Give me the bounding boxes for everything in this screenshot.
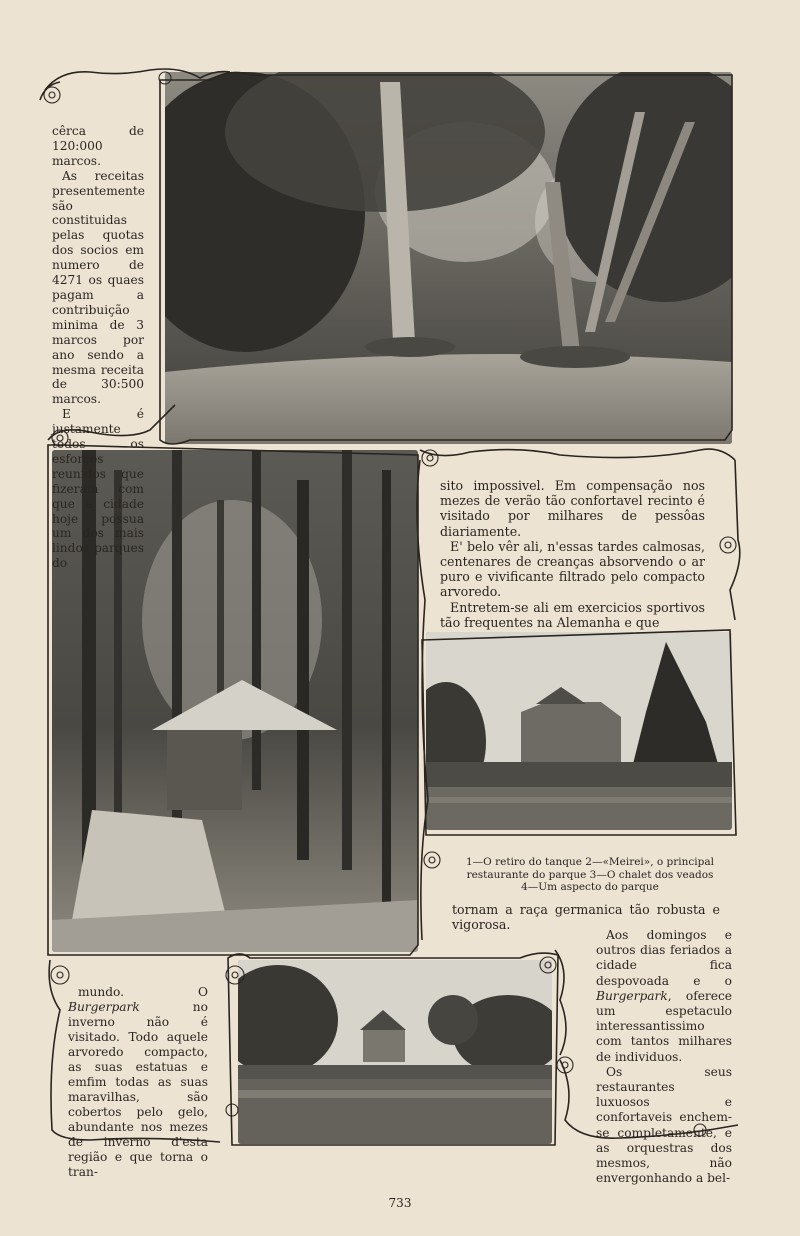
photo-park-path [165, 72, 732, 444]
text-column-right-middle [440, 478, 705, 630]
paragraph [596, 928, 732, 1065]
caption-line: 1—O retiro do tanque 2—«Meirei», o principal [466, 856, 714, 868]
text-run: no inverno não é visitado. Todo aquele arvoredo compacto, as suas estatuas e emfim todas as suas maravilhas, são cobertos pelo gelo, abundante nos mezes de inverno d'esta região e que torna o tran- [68, 1000, 208, 1179]
paragraph: E é justamente todos os esforços reunidos que fizeram com que a cidade hoje possua um dos mais lindos parques do [52, 407, 144, 571]
park-name: Burgerpark [596, 988, 668, 1003]
paragraph: cêrca de 120:000 marcos. [52, 124, 144, 168]
paragraph: tornam a raça germanica tão robusta e vigorosa. [452, 902, 720, 933]
paragraph: E' belo vêr ali, n'essas tardes calmosas, centenares de creanças absorvendo o ar puro e vivificante filtrado pelo compacto arvoredo. [440, 538, 705, 600]
paragraph: Entretem-se ali em exercicios sportivos tão frequentes na Alemanha e que [440, 599, 705, 630]
caption-line: restaurante do parque 3—O chalet dos veados [466, 868, 714, 881]
park-name: Burgerpark [68, 1000, 140, 1014]
page-number: 733 [388, 1196, 412, 1210]
text-run: , oferece um espetaculo interessantissimo com tantos milhares de individuos. [596, 988, 732, 1064]
paragraph: sito impossivel. Em compensação nos mezes de verão tão confortavel recinto é visitado por milhares de pessôas diariamente. [440, 478, 705, 539]
paragraph: Os seus restaurantes luxuosos e confortaveis enchem-se completamente, e as orquestras dos mesmos, não envergonhando a bel- [596, 1064, 732, 1186]
photo-chalet-lake [238, 960, 552, 1144]
text-column-top-left [52, 124, 144, 571]
caption-line: 4—Um aspecto do parque [521, 881, 659, 893]
text-column-bottom-right [596, 928, 732, 1186]
text-run: mundo. O [78, 985, 208, 999]
text-run: Aos domingos e outros dias feriados a cidade fica despovoada e o [596, 928, 732, 988]
paragraph: As receitas presentemente são constituidas pelas quotas dos socios em numero de 4271 os quaes pagam a contribuição minima de 3 marcos por ano sendo a mesma receita de 30:500 marcos. [52, 168, 145, 407]
text-column-bottom-left [68, 985, 208, 1180]
photo-restaurant-pond [426, 632, 732, 830]
paragraph [68, 985, 208, 1180]
photo-caption [440, 856, 740, 894]
